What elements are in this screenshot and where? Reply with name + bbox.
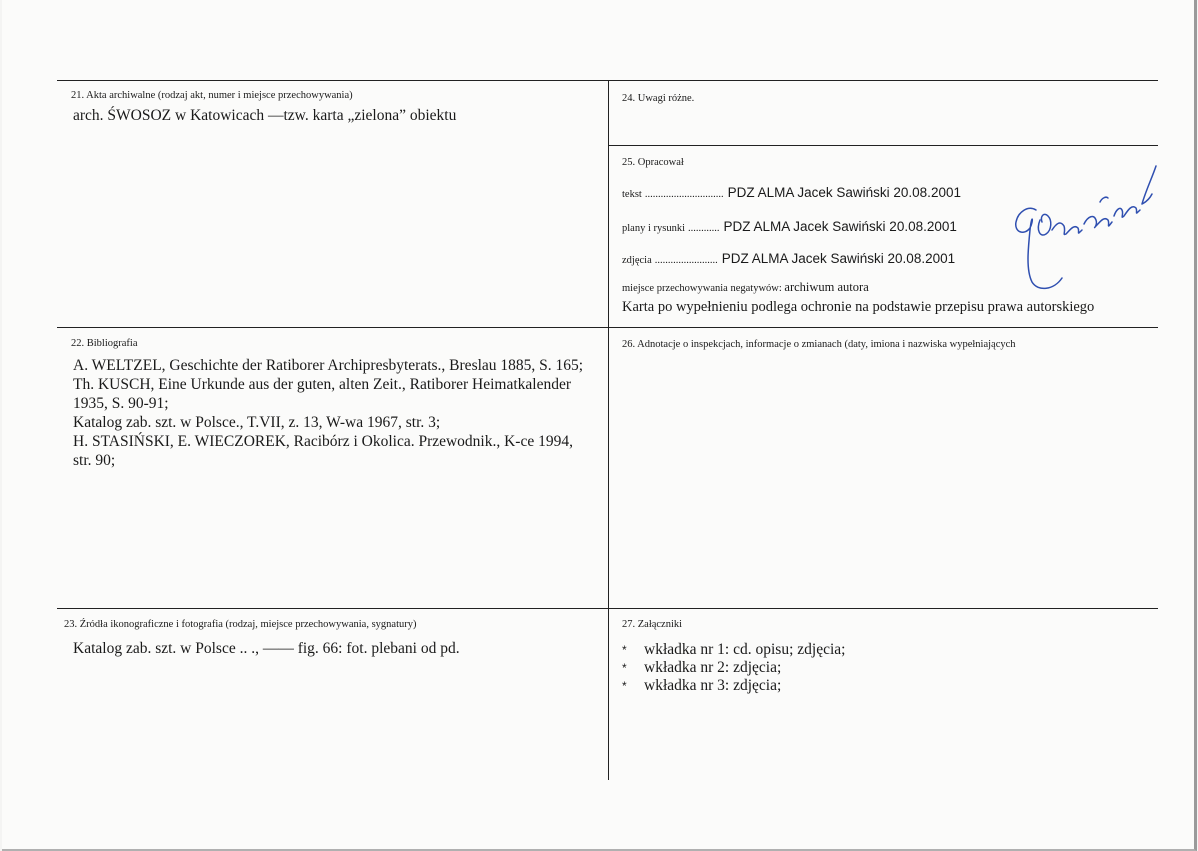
section-26-label: 26. Adnotacje o inspekcjach, informacje o zmianach (daty, imiona i nazwiska wypełniających <box>622 339 1016 350</box>
dotted-leader: .............................. <box>644 189 724 200</box>
section-27-label: 27. Załączniki <box>622 619 683 630</box>
bibliography-line: 1935, S. 90-91; <box>73 395 169 412</box>
list-item <box>622 641 845 659</box>
section-25-label: 25. Opracował <box>622 157 684 168</box>
author-row-value: PDZ ALMA Jacek Sawiński 20.08.2001 <box>727 185 961 200</box>
rule-center <box>608 80 609 780</box>
bullet-glyph: * <box>622 661 627 675</box>
section-21-label: 21. Akta archiwalne (rodzaj akt, numer i miejsce przechowywania) <box>71 90 353 101</box>
bullet-glyph: * <box>622 679 627 693</box>
author-row-label: plany i rysunki <box>622 223 685 234</box>
list-item <box>622 677 845 695</box>
author-row-label: tekst <box>622 189 642 200</box>
bibliography-line: H. STASIŃSKI, E. WIECZOREK, Racibórz i Okolica. Przewodnik., K-ce 1994, <box>73 433 573 450</box>
copyright-notice: Karta po wypełnieniu podlega ochronie na podstawie przepisu prawa autorskiego <box>622 299 1095 315</box>
attachment-text: wkładka nr 3: zdjęcia; <box>644 677 782 694</box>
bibliography-line: str. 90; <box>73 452 116 469</box>
section-21-content: arch. ŚWOSOZ w Katowicach —tzw. karta „zielona” obiektu <box>73 107 457 124</box>
negatives-value: archiwum autora <box>784 280 869 294</box>
dotted-leader: ........................ <box>654 255 718 266</box>
author-row-drawings <box>622 219 957 234</box>
rule-25-top <box>608 145 1158 146</box>
negatives-line <box>622 280 869 295</box>
bibliography-line: Katalog zab. szt. w Polsce., T.VII, z. 13, W-wa 1967, str. 3; <box>73 414 441 431</box>
bibliography-line: Th. KUSCH, Eine Urkunde aus der guten, alten Zeit., Ratiborer Heimatkalender <box>73 376 572 393</box>
attachment-text: wkładka nr 2: zdjęcia; <box>644 659 782 676</box>
attachments-list <box>622 641 845 695</box>
negatives-label: miejsce przechowywania negatywów: <box>622 283 782 294</box>
author-row-photos <box>622 251 955 266</box>
author-row-value: PDZ ALMA Jacek Sawiński 20.08.2001 <box>723 219 957 234</box>
author-row-label: zdjęcia <box>622 255 652 266</box>
handwritten-signature <box>996 150 1166 300</box>
attachment-text: wkładka nr 1: cd. opisu; zdjęcia; <box>644 641 846 658</box>
form-sheet <box>2 0 1197 851</box>
section-23-content: Katalog zab. szt. w Polsce .. ., —— fig. 66: fot. plebani od pd. <box>73 640 460 657</box>
section-24-label: 24. Uwagi różne. <box>622 93 695 104</box>
bullet-glyph: * <box>622 643 627 657</box>
bibliography-line: A. WELTZEL, Geschichte der Ratiborer Archipresbyterats., Breslau 1885, S. 165; <box>73 357 584 374</box>
dotted-leader: ............ <box>688 223 720 234</box>
author-row-text <box>622 185 961 200</box>
section-23-label: 23. Źródła ikonograficzne i fotografia (rodzaj, miejsce przechowywania, sygnatury) <box>64 619 417 630</box>
list-item <box>622 659 845 677</box>
author-row-value: PDZ ALMA Jacek Sawiński 20.08.2001 <box>721 251 956 266</box>
section-22-label: 22. Bibliografia <box>71 338 138 349</box>
